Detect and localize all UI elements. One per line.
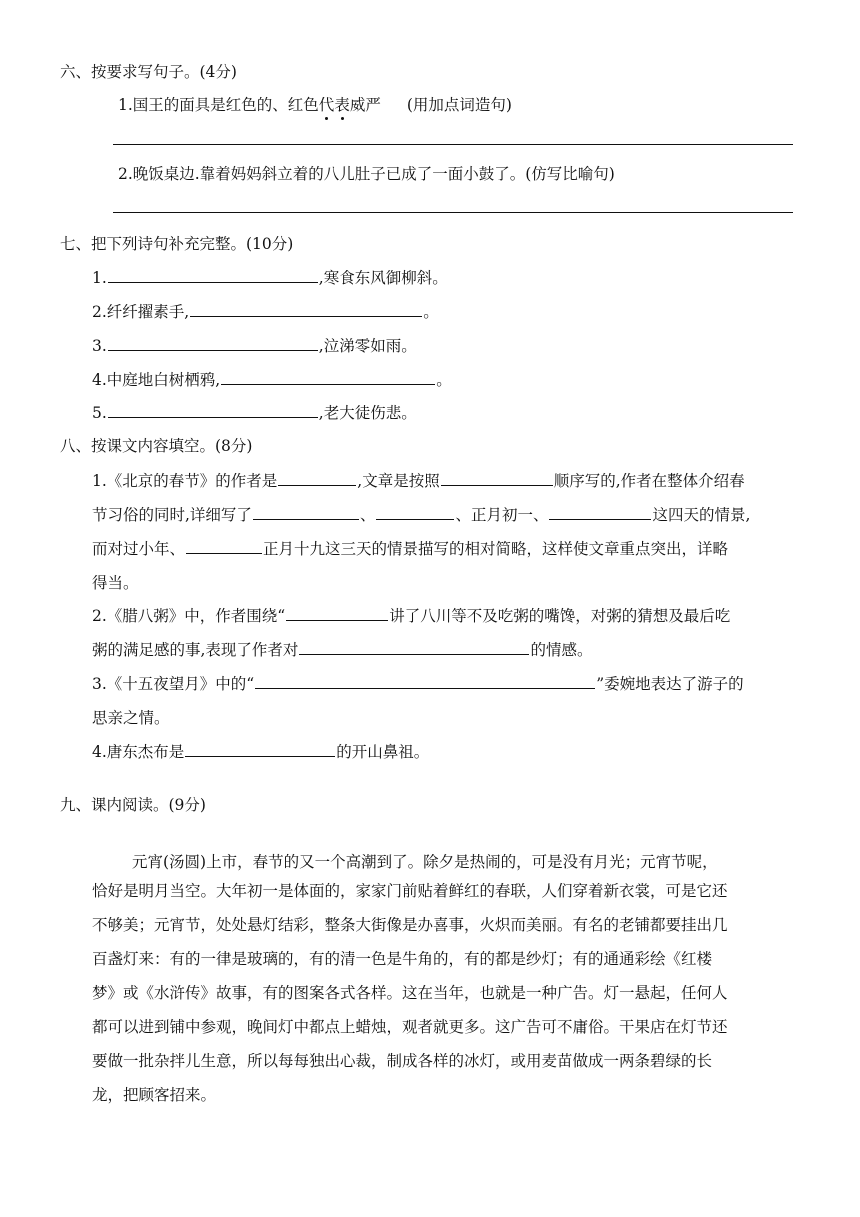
s8-q1-text-c: 顺序写的,作者在整体介绍春	[553, 472, 745, 490]
s8-q1-text-i: 正月十九这三天的情景描写的相对简略，这样使文章重点突出，详略	[263, 540, 729, 558]
s7-line-1-no: 1.	[92, 269, 107, 287]
s8-q2-text-c: 粥的满足感的事,表现了作者对	[92, 641, 299, 659]
s6-question-2: 2.晚饭桌边.靠着妈妈斜立着的八儿肚子已成了一面小鼓了。(仿写比喻句)	[118, 165, 615, 183]
s8-q1-text-e: 、	[359, 506, 376, 524]
reading-line: 不够美；元宵节，处处悬灯结彩，整条大街像是办喜事，火炽而美丽。有名的老铺都要挂出几	[92, 916, 728, 934]
section-8-title: 八、按课文内容填空。(8分)	[60, 437, 253, 455]
fill-blank-order[interactable]	[441, 470, 553, 486]
s8-q3-line-1	[92, 672, 744, 694]
s7-line-5-no: 5.	[92, 404, 107, 422]
s7-line-4	[92, 368, 452, 390]
s8-q2-text-a: 2.《腊八粥》中，作者围绕“	[92, 607, 286, 625]
s6-answer-line-2[interactable]	[113, 212, 793, 213]
s8-q4-text-b: 的开山鼻祖。	[336, 743, 430, 761]
fill-blank-laba-1[interactable]	[286, 605, 388, 621]
s7-line-3	[92, 334, 417, 356]
s7-line-5-tail: ,老大徒伤悲。	[318, 404, 417, 422]
poem-blank-2[interactable]	[190, 301, 422, 317]
s8-q4-line	[92, 740, 429, 762]
reading-line: 元宵(汤圆)上市，春节的又一个高潮到了。除夕是热闹的，可是没有月光；元宵节呢，	[132, 853, 718, 871]
s8-q1-text-g: 这四天的情景,	[652, 506, 751, 524]
s8-q4-text-a: 4.唐东杰布是	[92, 743, 185, 761]
reading-line: 梦》或《水浒传》故事，有的图案各式各样。这在当年，也就是一种广告。灯一悬起，任何人	[92, 984, 728, 1002]
reading-line: 龙，把顾客招来。	[92, 1086, 217, 1104]
s8-q3-text-b: ”委婉地表达了游子的	[596, 675, 744, 693]
s8-q3-line-2: 思亲之情。	[92, 709, 170, 727]
s8-q1-text-a: 1.《北京的春节》的作者是	[92, 472, 278, 490]
reading-line: 都可以进到铺中参观，晚间灯中都点上蜡烛，观者就更多。这广告可不庸俗。干果店在灯节还	[92, 1018, 728, 1036]
emphasis-dot-char: 代	[318, 96, 335, 114]
s6-q1-text: 1.国王的面具是红色的、红色	[118, 96, 319, 114]
s6-answer-line-1[interactable]	[113, 144, 793, 145]
s6-q1-text-end: 威严	[349, 96, 381, 114]
s7-line-4-tail: 。	[436, 371, 452, 389]
emphasis-dot-char: 表	[334, 96, 350, 114]
s7-line-3-tail: ,泣涕零如雨。	[318, 337, 417, 355]
s7-line-4-head: 4.中庭地白树栖鸦,	[92, 371, 221, 389]
fill-blank-brief-day[interactable]	[186, 538, 262, 554]
s8-q1-text-h: 而对过小年、	[92, 540, 186, 558]
s8-q1-text-b: ,文章是按照	[357, 472, 440, 490]
fill-blank-day-2[interactable]	[376, 504, 454, 520]
fill-blank-day-1[interactable]	[253, 504, 359, 520]
fill-blank-laba-2[interactable]	[299, 639, 529, 655]
s8-q1-line-2	[92, 503, 750, 525]
s7-line-1-tail: ,寒食东风御柳斜。	[318, 269, 448, 287]
reading-line: 百盏灯来：有的一律是玻璃的，有的清一色是牛角的，有的都是纱灯；有的通通彩绘《红楼	[92, 950, 713, 968]
fill-blank-founder[interactable]	[185, 741, 335, 757]
fill-blank-author[interactable]	[278, 470, 356, 486]
s8-q1-line-4: 得当。	[92, 574, 139, 592]
s8-q2-text-b: 讲了八川等不及吃粥的嘴馋，对粥的猜想及最后吃	[389, 607, 731, 625]
s8-q2-line-1	[92, 604, 730, 626]
reading-line: 要做一批杂拌儿生意，所以每每独出心裁，制成各样的冰灯，或用麦苗做成一两条碧绿的长	[92, 1052, 713, 1070]
s7-line-3-no: 3.	[92, 337, 107, 355]
poem-blank-3[interactable]	[108, 335, 318, 351]
poem-blank-4[interactable]	[221, 369, 435, 385]
reading-line: 恰好是明月当空。大年初一是体面的，家家门前贴着鲜红的春联，人们穿着新衣裳，可是它还	[92, 882, 728, 900]
fill-blank-poem-line[interactable]	[255, 673, 595, 689]
section-9-title: 九、课内阅读。(9分)	[60, 796, 206, 814]
s7-line-2-tail: 。	[423, 303, 439, 321]
s8-q1-line-3	[92, 537, 728, 559]
s8-q2-text-d: 的情感。	[530, 641, 593, 659]
s6-q1-hint: (用加点词造句)	[406, 96, 512, 114]
fill-blank-day-4[interactable]	[549, 504, 651, 520]
section-7-title: 七、把下列诗句补充完整。(10分)	[60, 235, 294, 253]
s7-line-5	[92, 401, 417, 423]
s8-q2-line-2	[92, 638, 592, 660]
s8-q1-text-d: 节习俗的同时,详细写了	[92, 506, 252, 524]
s6-question-1	[118, 93, 512, 115]
poem-blank-5[interactable]	[108, 402, 318, 418]
s7-line-2-head: 2.纤纤擢素手,	[92, 303, 190, 321]
s8-q1-line-1	[92, 469, 745, 491]
s7-line-2	[92, 300, 439, 322]
s8-q1-text-f: 、正月初一、	[455, 506, 549, 524]
poem-blank-1[interactable]	[108, 267, 318, 283]
s8-q3-text-a: 3.《十五夜望月》中的“	[92, 675, 255, 693]
s7-line-1	[92, 266, 448, 288]
section-6-title: 六、按要求写句子。(4分)	[60, 63, 237, 81]
